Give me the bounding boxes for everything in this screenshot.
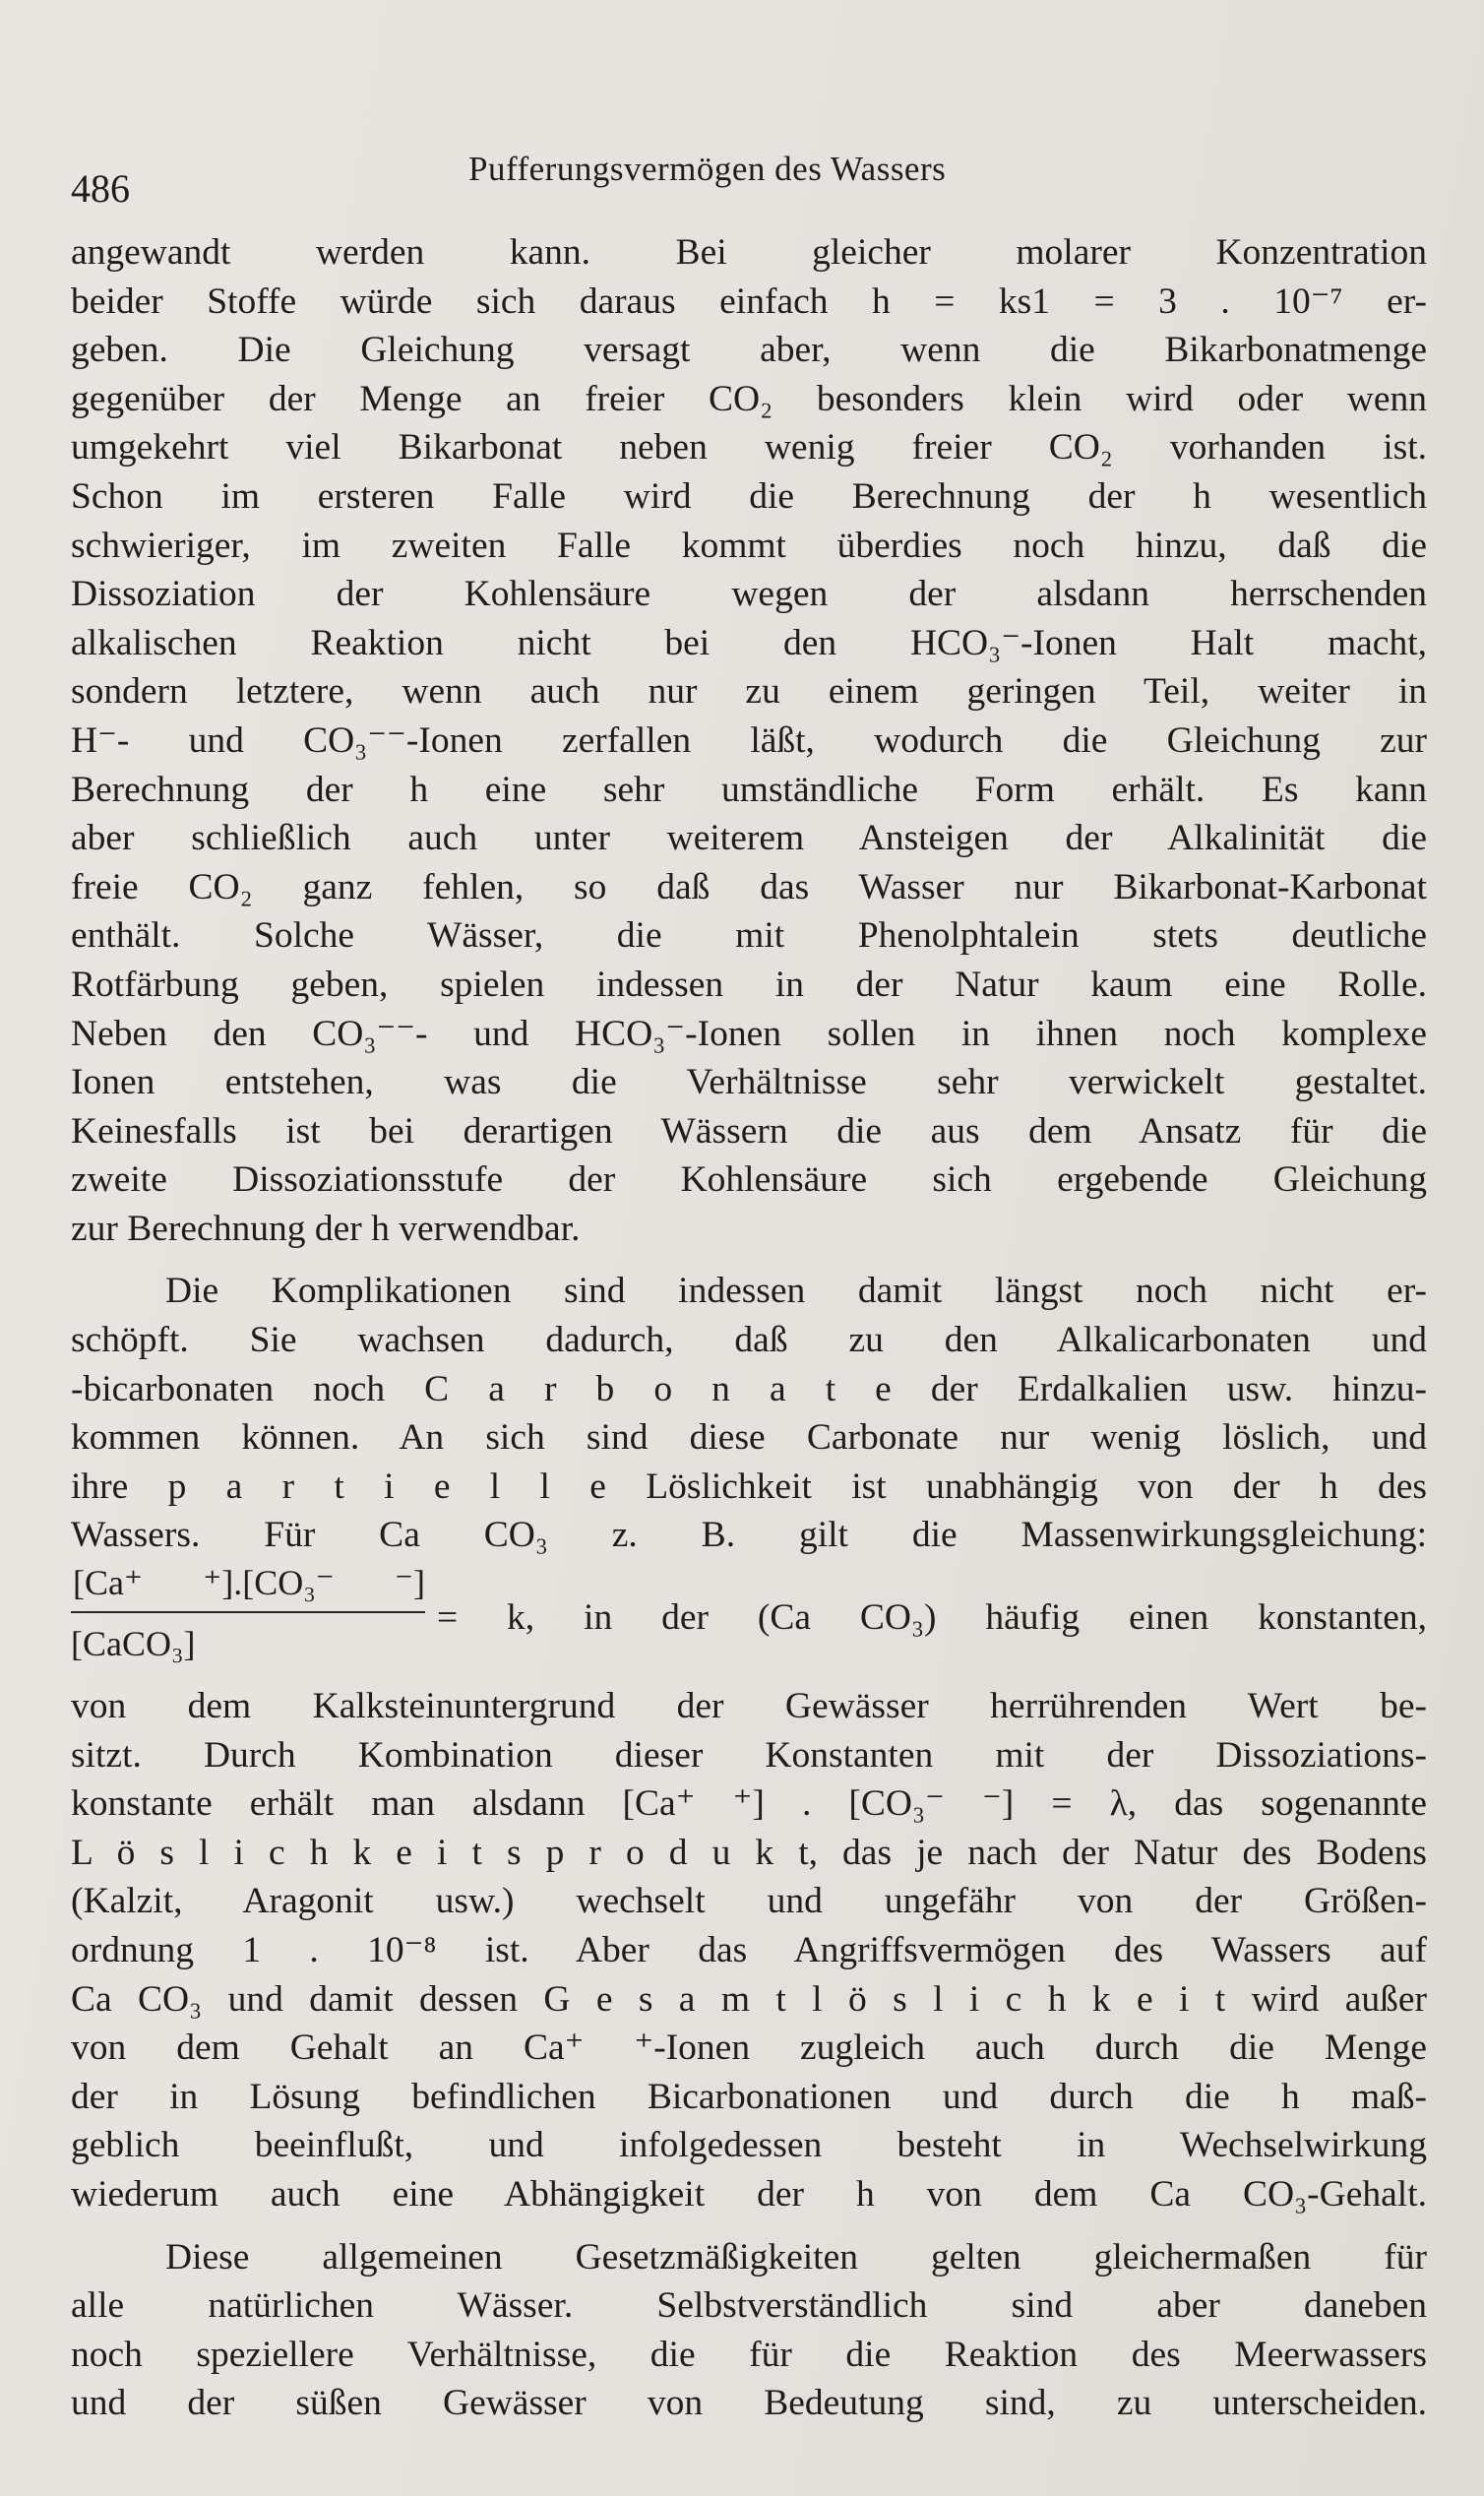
formula-fraction	[71, 1560, 425, 1666]
text-line: Schon im ersteren Falle wird die Berechnung der h wesentlich	[71, 475, 1427, 517]
text-line: von dem Kalksteinuntergrund der Gewässer herrührenden Wert be-	[71, 1686, 1427, 1727]
text-line: der in Lösung befindlichen Bicarbonationen und durch die h maß-	[71, 2076, 1427, 2117]
text-line: und der süßen Gewässer von Bedeutung sind, zu unterscheiden.	[71, 2383, 1427, 2424]
text-line: wiederum auch eine Abhängigkeit der h von dem Ca CO₃-Gehalt.	[71, 2173, 1427, 2215]
text-line: Rotfärbung geben, spielen indessen in der Natur kaum eine Rolle.	[71, 964, 1427, 1005]
text-line: kommen können. An sich sind diese Carbonate nur wenig löslich, und	[71, 1417, 1427, 1459]
text-line: umgekehrt viel Bikarbonat neben wenig freier CO₂ vorhanden ist.	[71, 427, 1427, 468]
text-line: Diese allgemeinen Gesetzmäßigkeiten gelten gleichermaßen für	[165, 2236, 1427, 2278]
mass-action-formula	[71, 1560, 1427, 1682]
text-line: geben. Die Gleichung versagt aber, wenn die Bikarbonatmenge	[71, 330, 1427, 371]
page-header	[71, 150, 1429, 209]
text-line: alkalischen Reaktion nicht bei den HCO₃⁻-Ionen Halt macht,	[71, 622, 1427, 663]
text-line: schöpft. Sie wachsen dadurch, daß zu den Alkalicarbonaten und	[71, 1320, 1427, 1361]
text-line: aber schließlich auch unter weiterem Ansteigen der Alkalinität die	[71, 818, 1427, 859]
page-body	[71, 228, 1427, 2428]
text-line: konstante erhält man alsdann [Ca⁺ ⁺] . [CO₃⁻ ⁻] = λ, das sogenannte	[71, 1783, 1427, 1825]
text-line: von dem Gehalt an Ca⁺ ⁺-Ionen zugleich auch durch die Menge	[71, 2028, 1427, 2069]
page-number: 486	[71, 166, 130, 211]
text-line: freie CO₂ ganz fehlen, so daß das Wasser nur Bikarbonat-Karbonat	[71, 866, 1427, 907]
paragraph-3	[71, 2233, 1427, 2428]
text-line: beider Stoffe würde sich daraus einfach h = ks1 = 3 . 10⁻⁷ er-	[71, 281, 1427, 322]
text-line: -bicarbonaten noch C a r b o n a t e der Erdalkalien usw. hinzu-	[71, 1368, 1427, 1409]
running-head: Pufferungsvermögen des Wassers	[468, 150, 947, 188]
text-line: ihre p a r t i e l l e Löslichkeit ist unabhängig von der h des	[71, 1466, 1427, 1507]
text-line: zweite Dissoziationsstufe der Kohlensäure sich ergebende Gleichung	[71, 1159, 1427, 1201]
text-line: schwieriger, im zweiten Falle kommt überdies noch hinzu, daß die	[71, 525, 1427, 566]
text-line: sitzt. Durch Kombination dieser Konstanten mit der Dissoziations-	[71, 1734, 1427, 1776]
paragraph-1	[71, 228, 1427, 1253]
text-line: gegenüber der Menge an freier CO₂ besonders klein wird oder wenn	[71, 378, 1427, 419]
text-line: geblich beeinflußt, und infolgedessen besteht in Wechselwirkung	[71, 2125, 1427, 2166]
text-line: Die Komplikationen sind indessen damit längst noch nicht er-	[165, 1271, 1427, 1312]
text-line: (Kalzit, Aragonit usw.) wechselt und ungefähr von der Größen-	[71, 1881, 1427, 1922]
text-line: Ca CO₃ und damit dessen G e s a m t l ö s l i c h k e i t wird außer	[71, 1978, 1427, 2020]
paragraph-2	[71, 1267, 1427, 2218]
text-line: zur Berechnung der h verwendbar.	[71, 1208, 581, 1249]
text-line: enthält. Solche Wässer, die mit Phenolphtalein stets deutliche	[71, 915, 1427, 957]
formula-denominator: [CaCO₃]	[71, 1624, 196, 1664]
text-line: sondern letztere, wenn auch nur zu einem geringen Teil, weiter in	[71, 671, 1427, 713]
text-line: alle natürlichen Wässer. Selbstverständlich sind aber daneben	[71, 2285, 1427, 2327]
text-line: Neben den CO₃⁻⁻- und HCO₃⁻-Ionen sollen in ihnen noch komplexe	[71, 1013, 1427, 1054]
text-line: angewandt werden kann. Bei gleicher molarer Konzentration	[71, 232, 1427, 273]
text-line: noch speziellere Verhältnisse, die für die Reaktion des Meerwassers	[71, 2334, 1427, 2375]
text-line: L ö s l i c h k e i t s p r o d u k t, das je nach der Natur des Bodens	[71, 1832, 1427, 1873]
formula-numerator: [Ca⁺ ⁺].[CO₃⁻ ⁻]	[73, 1563, 425, 1603]
text-line: H⁻- und CO₃⁻⁻-Ionen zerfallen läßt, wodurch die Gleichung zur	[71, 719, 1427, 761]
text-line: ordnung 1 . 10⁻⁸ ist. Aber das Angriffsvermögen des Wassers auf	[71, 1930, 1427, 1970]
text-line: Wassers. Für Ca CO₃ z. B. gilt die Massenwirkungsgleichung:	[71, 1515, 1427, 1556]
text-line: Berechnung der h eine sehr umständliche Form erhält. Es kann	[71, 769, 1427, 810]
text-line: Dissoziation der Kohlensäure wegen der alsdann herrschenden	[71, 574, 1427, 615]
text-line: Keinesfalls ist bei derartigen Wässern die aus dem Ansatz für die	[71, 1110, 1427, 1152]
text-line: Ionen entstehen, was die Verhältnisse sehr verwickelt gestaltet.	[71, 1062, 1427, 1103]
fraction-bar	[71, 1611, 425, 1613]
formula-text: = k, in der (Ca CO₃) häufig einen konstanten,	[437, 1597, 1427, 1639]
